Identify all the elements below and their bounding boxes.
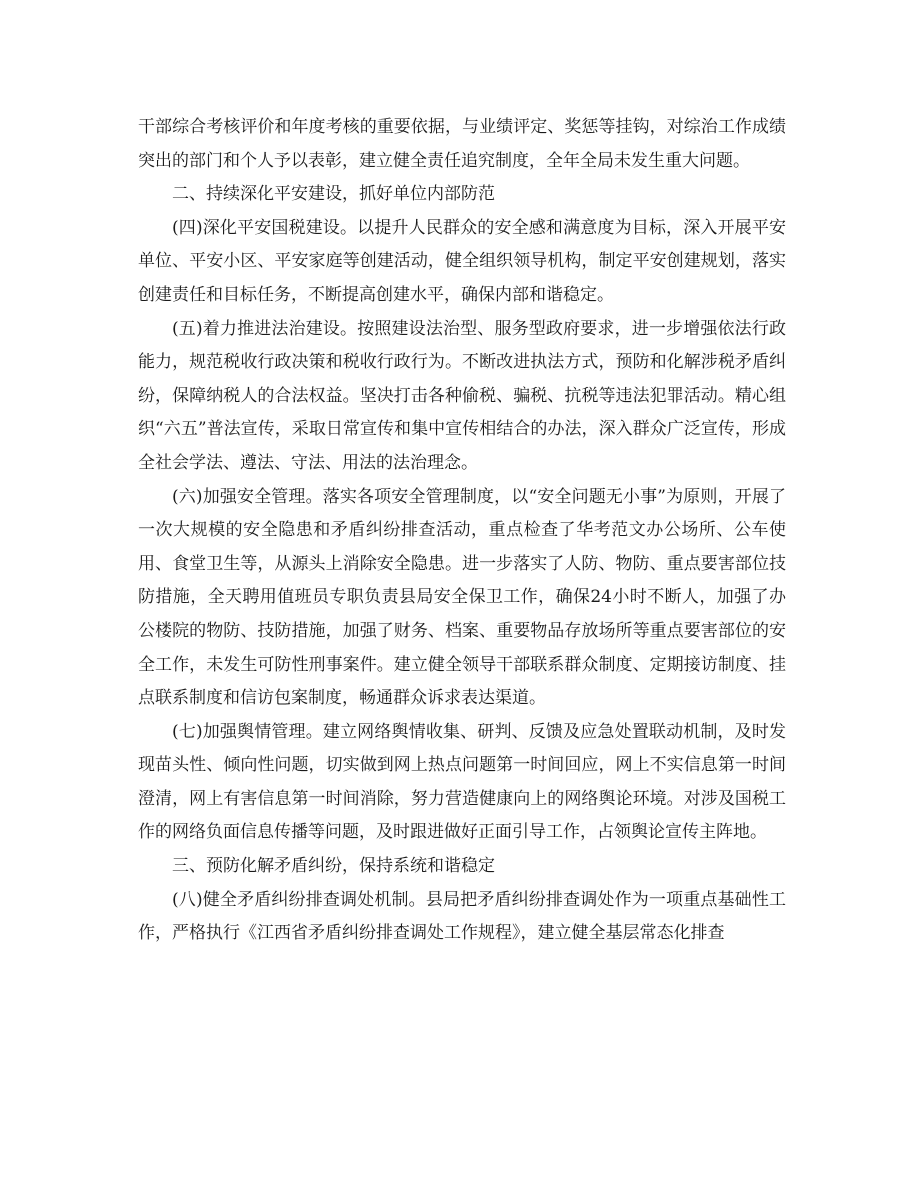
- document-body: [138, 111, 786, 951]
- paragraph-item-8: (八)健全矛盾纠纷排查调处机制。县局把矛盾纠纷排查调处作为一项重点基础性工作，严格执行《江西省矛盾纠纷排查调处工作规程》，建立健全基层常态化排查: [138, 889, 786, 944]
- section-heading-2: 二、持续深化平安建设，抓好单位内部防范: [172, 184, 495, 205]
- paragraph-continuation: 干部综合考核评价和年度考核的重要依据，与业绩评定、奖惩等挂钩，对综治工作成绩突出的部门和个人予以表彰，建立健全责任追究制度，全年全局未发生重大问题。: [138, 117, 786, 171]
- section-heading-3: 三、预防化解矛盾纠纷，保持系统和谐稳定: [172, 856, 495, 877]
- paragraph-item-6: (六)加强安全管理。落实各项安全管理制度，以“安全问题无小事”为原则，开展了一次大规模的安全隐患和矛盾纠纷排查活动，重点检查了华考范文办公场所、公车使用、食堂卫生等，从源头上消除安全隐患。进一步落实了人防、物防、重点要害部位技防措施，全天聘用值班员专职负责县局安全保卫工作，确保24小时不断人，加强了办公楼院的物防、技防措施，加强了财务、档案、重要物品存放场所等重点要害部位的安全工作，未发生可防性刑事案件。建立健全领导干部联系群众制度、定期接访制度、挂点联系制度和信访包案制度，畅通群众诉求表达渠道。: [138, 486, 786, 709]
- paragraph-item-7: (七)加强舆情管理。建立网络舆情收集、研判、反馈及应急处置联动机制，及时发现苗头性、倾向性问题，切实做到网上热点问题第一时间回应，网上不实信息第一时间澄清，网上有害信息第一时间消除，努力营造健康向上的网络舆论环境。对涉及国税工作的网络负面信息传播等问题，及时跟进做好正面引导工作，占领舆论宣传主阵地。: [138, 721, 786, 843]
- paragraph-item-4: (四)深化平安国税建设。以提升人民群众的安全感和满意度为目标，深入开展平安单位、平安小区、平安家庭等创建活动，健全组织领导机构，制定平安创建规划，落实创建责任和目标任务，不断提高创建水平，确保内部和谐稳定。: [138, 217, 786, 305]
- paragraph-item-5: (五)着力推进法治建设。按照建设法治型、服务型政府要求，进一步增强依法行政能力，规范税收行政决策和税收行政行为。不断改进执法方式，预防和化解涉税矛盾纠纷，保障纳税人的合法权益。坚决打击各种偷税、骗税、抗税等违法犯罪活动。精心组织“六五”普法宣传，采取日常宣传和集中宣传相结合的办法，深入群众广泛宣传，形成全社会学法、遵法、守法、用法的法治理念。: [138, 318, 786, 473]
